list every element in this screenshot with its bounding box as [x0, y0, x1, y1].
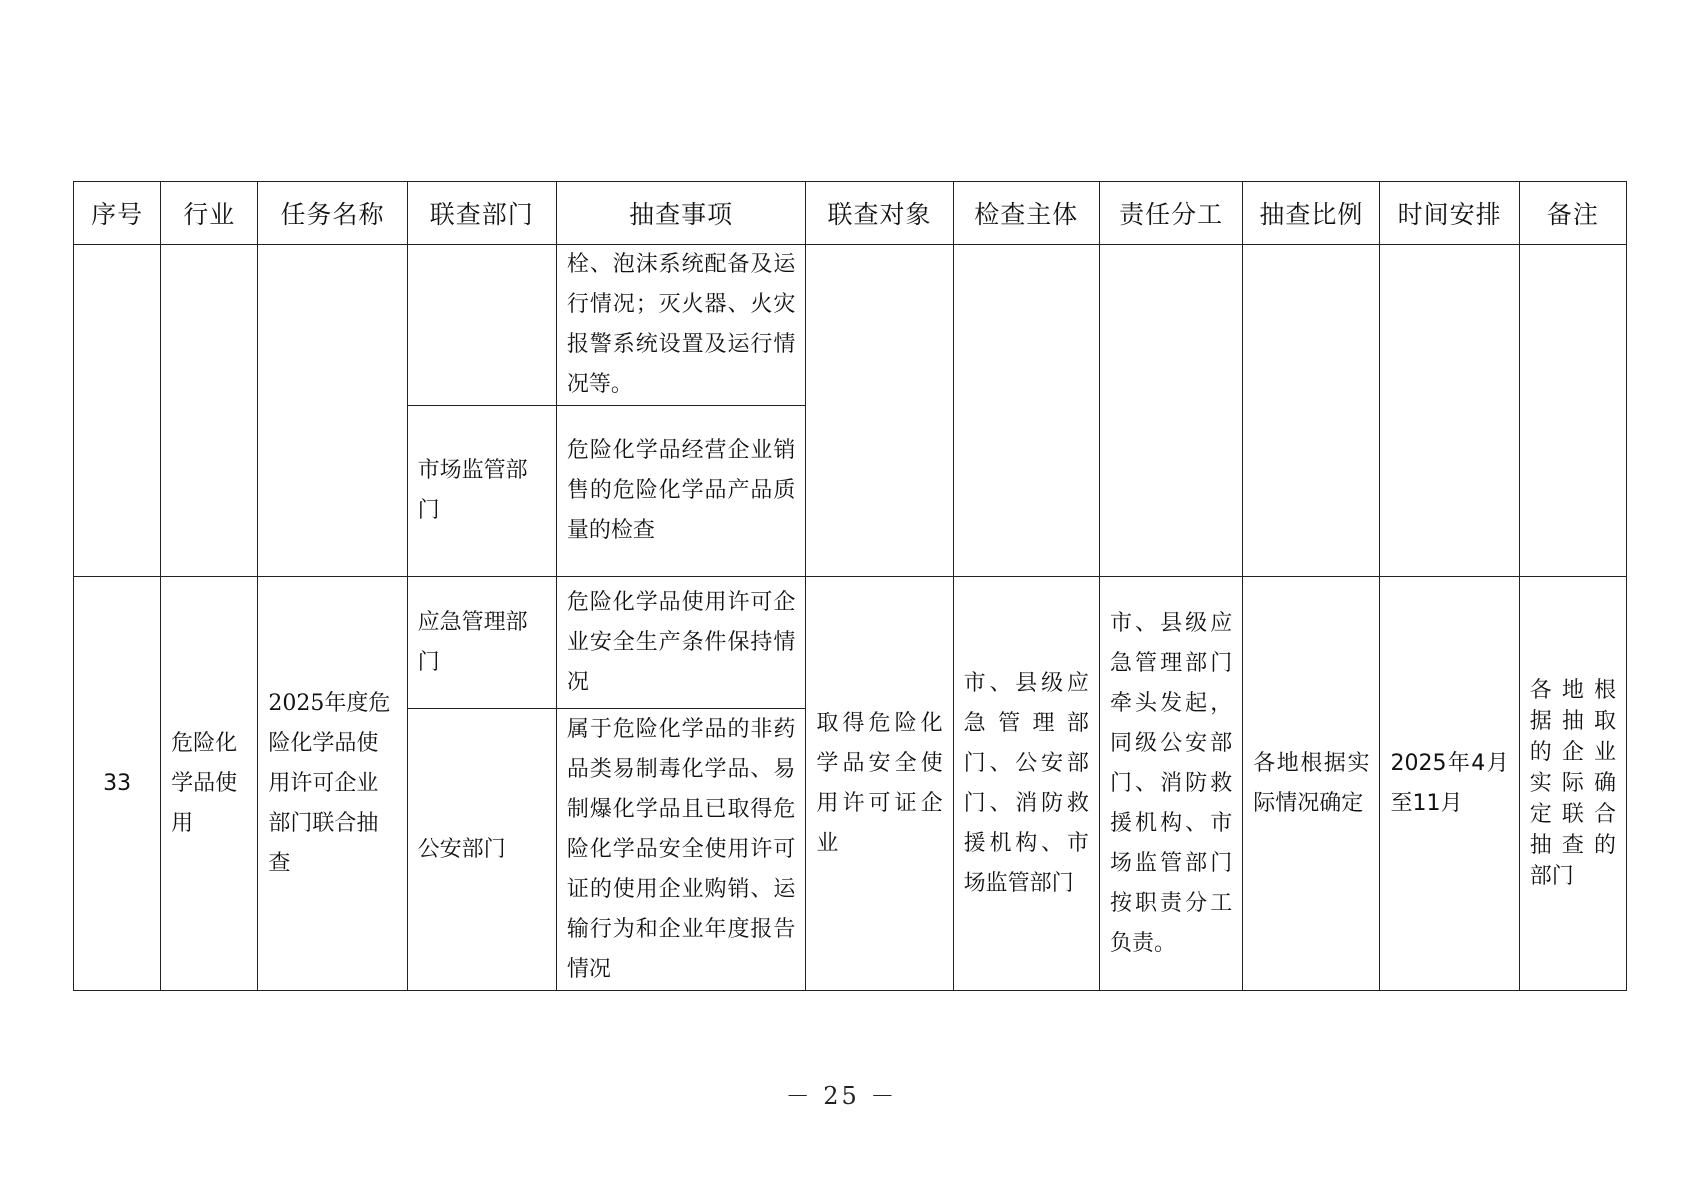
check-subject-text: 市、县级应急管理部门、公安部门、消防救援机构、市场监管部门 — [963, 670, 1089, 896]
cell-joint-target — [806, 577, 953, 991]
cell-duty-empty — [1099, 245, 1242, 577]
cell-dept-emergency — [407, 577, 556, 709]
cell-dept-market-supervision — [407, 406, 556, 577]
industry-text: 危险化学品使用 — [171, 730, 238, 836]
cell-remark — [1519, 577, 1626, 991]
cell-task-empty — [258, 245, 407, 577]
cell-subject-empty — [953, 245, 1099, 577]
header-seq: 序号 — [74, 182, 161, 245]
seq-text: 33 — [103, 770, 132, 796]
items-public-security-text: 属于危险化学品的非药品类易制毒化学品、易制爆化学品且已取得危险化学品安全使用许可证的使用企业购销、运输行为和企业年度报告情况 — [566, 716, 796, 982]
cell-check-subject — [953, 577, 1099, 991]
cell-schedule-empty — [1380, 245, 1519, 577]
header-schedule: 时间安排 — [1380, 182, 1519, 245]
remark-text: 各地根据抽取的企业实际确定联合抽查的部门 — [1529, 678, 1616, 889]
cell-industry-empty — [161, 245, 258, 577]
header-joint-dept: 联查部门 — [407, 182, 556, 245]
check-ratio-text: 各地根据实际情况确定 — [1253, 750, 1370, 816]
cell-target-empty — [806, 245, 953, 577]
cell-seq-empty — [74, 245, 161, 577]
inspection-table — [73, 181, 1627, 991]
duty-division-text: 市、县级应急管理部门牵头发起，同级公安部门、消防救援机构、市场监管部门按职责分工负责。 — [1109, 610, 1233, 956]
cell-items-market-supervision — [556, 406, 805, 577]
header-row — [74, 182, 1627, 245]
cell-seq — [74, 577, 161, 991]
joint-target-text: 取得危险化学品安全使用许可证企业 — [816, 710, 943, 856]
header-check-ratio: 抽查比例 — [1243, 182, 1380, 245]
table-row — [74, 245, 1627, 406]
header-duty-division: 责任分工 — [1099, 182, 1242, 245]
cell-ratio-empty — [1243, 245, 1380, 577]
dept-public-security-text: 公安部门 — [417, 836, 506, 862]
dept-market-supervision-text: 市场监管部门 — [417, 458, 528, 523]
schedule-text: 2025年4月至11月 — [1390, 750, 1509, 816]
items-emergency-text: 危险化学品使用许可企业安全生产条件保持情况 — [566, 589, 796, 695]
header-check-items: 抽查事项 — [556, 182, 805, 245]
header-check-subject: 检查主体 — [953, 182, 1099, 245]
cell-dept-empty — [407, 245, 556, 406]
header-remark: 备注 — [1519, 182, 1626, 245]
cell-schedule — [1380, 577, 1519, 991]
cell-dept-public-security — [407, 709, 556, 991]
items-market-supervision-text: 危险化学品经营企业销售的危险化学品产品质量的检查 — [566, 438, 796, 543]
task-name-text: 2025年度危险化学品使用许可企业部门联合抽查 — [268, 690, 391, 876]
cell-remark-empty — [1519, 245, 1626, 577]
cell-items-public-security — [556, 709, 805, 991]
dept-emergency-text: 应急管理部门 — [417, 609, 528, 675]
cell-items-emergency — [556, 577, 805, 709]
cell-task-name — [258, 577, 407, 991]
page-number: － 25 － — [785, 1082, 898, 1110]
header-joint-target: 联查对象 — [806, 182, 953, 245]
header-task-name: 任务名称 — [258, 182, 407, 245]
table-row — [74, 577, 1627, 709]
cell-duty-division — [1099, 577, 1242, 991]
cell-industry — [161, 577, 258, 991]
cell-items-continued — [556, 245, 805, 406]
cell-check-ratio — [1243, 577, 1380, 991]
items-continued-text: 栓、泡沫系统配备及运行情况；灭火器、火灾报警系统设置及运行情况等。 — [566, 252, 796, 397]
header-industry: 行业 — [161, 182, 258, 245]
